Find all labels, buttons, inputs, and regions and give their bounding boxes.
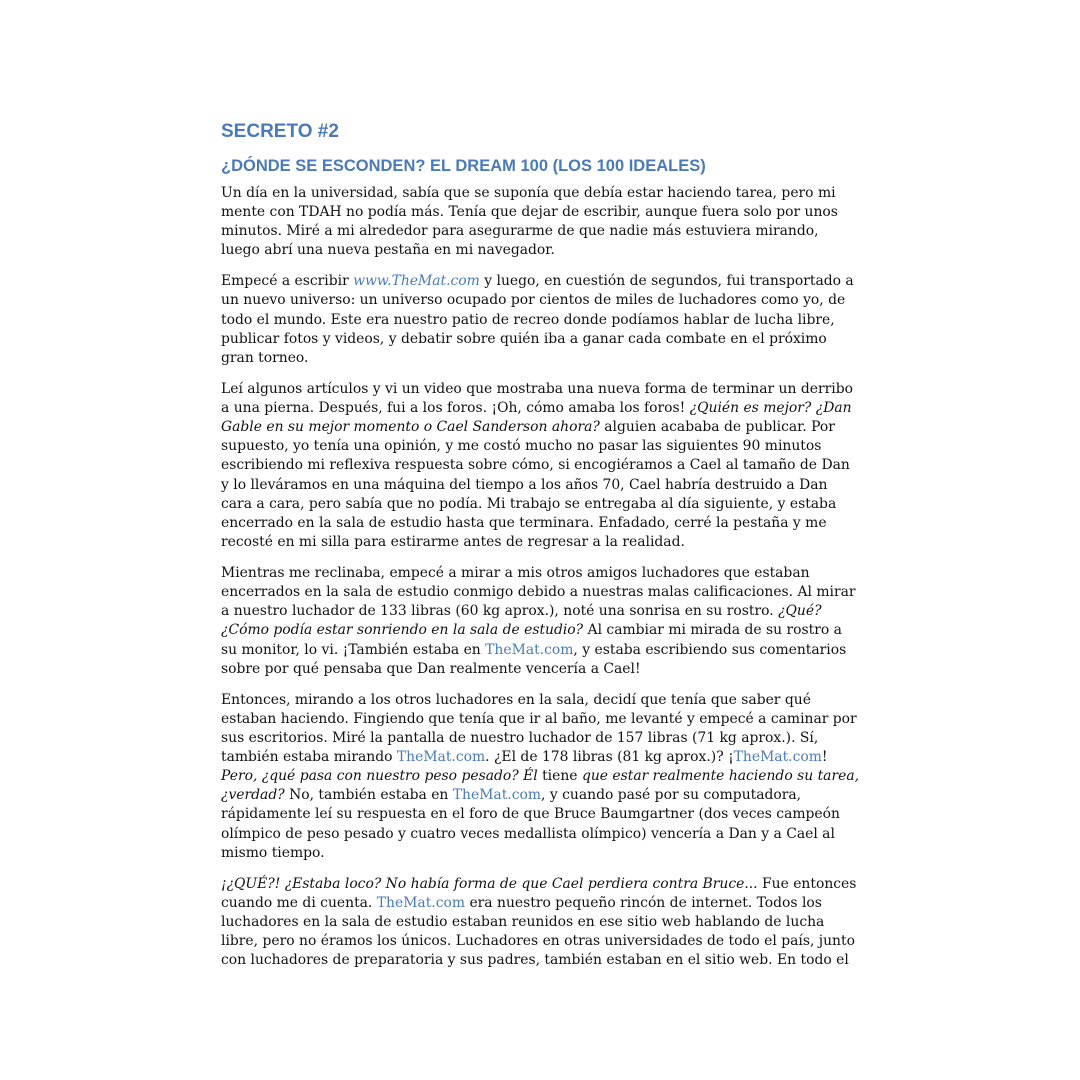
- text-run: , y cuando pasé por su computadora, rápidamente leí su respuesta en el foro de que Bruce Baumgartner (dos veces campeón olímpico de peso pesado y cuatro veces medallista olímpico) vencería a Dan y a Cael al mismo tiempo.: [221, 787, 840, 861]
- text-run: , y estaba escribiendo sus comentarios sobre por qué pensaba que Dan realmente vencería a Cael!: [221, 641, 847, 677]
- text-run: No, también estaba en: [284, 787, 453, 804]
- text-run: Empecé a escribir: [221, 273, 354, 290]
- paragraph-6: [221, 875, 861, 971]
- italic-thought: ¡¿QUÉ?! ¿Estaba loco? No había forma de que Cael perdiera contra Bruce...: [221, 875, 758, 892]
- chapter-heading: SECRETO #2: [221, 121, 339, 142]
- text-run: alguien acababa de publicar. Por supuesto, yo tenía una opinión, y me costó mucho no pasar las siguientes 90 minutos escribiendo mi reflexiva respuesta sobre cómo, si encogiéramos a Cael al tamaño de Dan y lo lleváramos en una máquina del tiempo a los años 70, Cael habría destruido a Dan cara a cara, pero sabía que no podía. Mi trabajo se entregaba al día siguiente, y estaba encerrado en la sala de estudio hasta que terminara. Enfadado, cerré la pestaña y me recosté en mi silla para estirarme antes de regresar a la realidad.: [221, 419, 850, 551]
- paragraph-4: [221, 564, 861, 679]
- document-page: [221, 118, 861, 982]
- themat-link[interactable]: TheMat.com: [485, 641, 574, 658]
- text-run: era nuestro pequeño rincón de internet. Todos los luchadores en la sala de estudio estaban reunidos en ese sitio web hablando de lucha libre, pero no éramos los únicos. Luchadores en otras universidades de todo el país, junto con luchadores de preparatoria y sus padres, también estaban en el sitio web. En todo el: [221, 894, 855, 969]
- chapter-subheading: ¿DÓNDE SE ESCONDEN? EL DREAM 100 (LOS 100 IDEALES): [221, 157, 706, 175]
- text-run: y luego, en cuestión de segundos, fui transportado a un nuevo universo: un universo ocupado por cientos de miles de luchadores como yo, de todo el mundo. Este era nuestro patio de recreo donde podíamos hablar de lucha libre, publicar fotos y videos, y debatir sobre quién iba a ganar cada combate en el próximo gran torneo.: [221, 273, 854, 366]
- text-run: Leí algunos artículos y vi un video que mostraba una nueva forma de terminar un derribo a una pierna. Después, fui a los foros. ¡Oh, cómo amaba los foros!: [221, 380, 853, 416]
- text-run: Fue entonces cuando me di cuenta.: [221, 875, 857, 911]
- italic-thought: Pero, ¿qué pasa con nuestro peso pesado? Él: [221, 768, 538, 785]
- paragraph-2: [221, 272, 861, 368]
- italic-quote: ¿Quién es mejor? ¿Dan Gable en su mejor momento o Cael Sanderson ahora?: [221, 399, 852, 436]
- text-run: tiene: [537, 768, 582, 785]
- text-run: Al cambiar mi mirada de su rostro a su monitor, lo vi. ¡También estaba en: [221, 622, 842, 658]
- themat-link[interactable]: TheMat.com: [376, 894, 466, 911]
- themat-link[interactable]: TheMat.com: [452, 787, 542, 804]
- text-run: !: [821, 748, 828, 765]
- italic-thought: que estar realmente haciendo su tarea, ¿verdad?: [221, 768, 860, 804]
- paragraph-3: [221, 380, 861, 552]
- text-run: Mientras me reclinaba, empecé a mirar a mis otros amigos luchadores que estaban encerrados en la sala de estudio conmigo debido a nuestras malas calificaciones. Al mirar a nuestro luchador de 133 libras (60 kg aprox.), noté una sonrisa en su rostro.: [221, 564, 856, 620]
- italic-thought: ¿Qué? ¿Cómo podía estar sonriendo en la sala de estudio?: [221, 603, 822, 639]
- paragraph-5: [221, 691, 861, 863]
- themat-link[interactable]: TheMat.com: [396, 748, 486, 765]
- themat-link[interactable]: www.TheMat.com: [353, 273, 480, 290]
- text-run: Entonces, mirando a los otros luchadores en la sala, decidí que tenía que saber qué estaban haciendo. Fingiendo que tenía que ir al baño, me levanté y empecé a caminar por sus escritorios. Miré la pantalla de nuestro luchador de 157 libras (71 kg aprox.). Sí, también estaba mirando: [221, 691, 857, 765]
- themat-link[interactable]: TheMat.com: [733, 748, 822, 765]
- paragraph-1: Un día en la universidad, sabía que se suponía que debía estar haciendo tarea, pero mi mente con TDAH no podía más. Tenía que dejar de escribir, aunque fuera solo por unos minutos. Miré a mi alrededor para asegurarme de que nadie más estuviera mirando, luego abrí una nueva pestaña en mi navegador.: [221, 185, 838, 259]
- text-run: . ¿El de 178 libras (81 kg aprox.)? ¡: [485, 748, 734, 765]
